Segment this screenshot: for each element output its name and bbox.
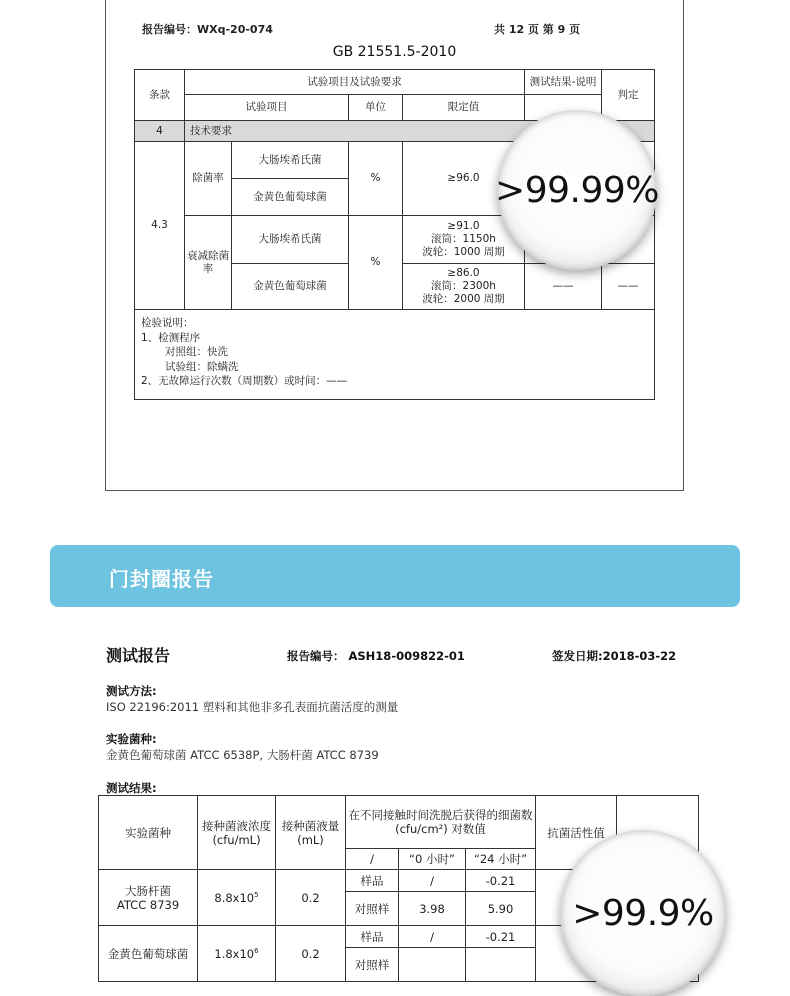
- result-dash: ——: [525, 264, 602, 310]
- magnifier-value-2: >99.9%: [572, 892, 714, 934]
- ecoli-label: 大肠埃希氏菌: [232, 142, 349, 179]
- limit-decay-2-pulsator: 波轮：2000 周期: [422, 293, 505, 305]
- standard-number: GB 21551.5-2010: [332, 44, 457, 60]
- header-item: 试验项目: [185, 95, 349, 121]
- page-info: 共 12 页 第 9 页: [494, 23, 581, 36]
- limit-decay-2: [403, 264, 525, 310]
- strains-text: 金黄色葡萄球菌 ATCC 6538P, 大肠杆菌 ATCC 8739: [106, 748, 379, 762]
- magnifier-value-1: >99.99%: [495, 169, 659, 211]
- method-label: 测试方法:: [106, 684, 157, 698]
- row2-sample-label: 样品: [346, 926, 399, 948]
- row2-control-0h: [399, 948, 466, 982]
- test-report-number: 报告编号： ASH18-009822-01: [287, 649, 465, 663]
- row1-control-24h: 5.90: [466, 892, 536, 926]
- header-unit: 单位: [349, 95, 403, 121]
- row1-strain-name: 大肠杆菌: [125, 883, 171, 898]
- row1-control-0h: 3.98: [399, 892, 466, 926]
- row1-strain-atcc: ATCC 8739: [116, 897, 180, 912]
- saureus-label-2: 金黄色葡萄球菌: [232, 264, 349, 310]
- section-banner-title: 门封圈报告: [109, 567, 214, 591]
- sub-header-24h: “24 小时”: [466, 849, 536, 870]
- magnifier-sterilization-result: [497, 110, 657, 270]
- row2-sample-0h: /: [399, 926, 466, 948]
- header-recovered: 在不同接触时间洗脱后获得的细菌数 (cfu/cm²) 对数值: [346, 796, 536, 849]
- header-clause: 条款: [135, 70, 185, 121]
- unit-percent: %: [349, 142, 403, 216]
- section-banner: [50, 545, 740, 607]
- row1-sample-0h: /: [399, 870, 466, 892]
- test-report-title: 测试报告: [106, 646, 171, 665]
- header-limit: 限定值: [403, 95, 525, 121]
- row1-conc-exp: 5: [254, 890, 259, 899]
- header-inoculum-conc-unit: (cfu/mL): [212, 832, 261, 847]
- inspection-notes: [135, 310, 655, 400]
- row2-vol: 0.2: [276, 926, 346, 982]
- limit-sterilization: ≥96.0: [403, 142, 525, 216]
- header-inoculum-conc-text: 接种菌液浓度: [202, 818, 271, 833]
- row1-conc: [198, 870, 276, 926]
- limit-decay-2-value: ≥86.0: [447, 267, 480, 279]
- header-inoculum-conc: [198, 796, 276, 870]
- notes-line-4: 2、无故障运行次数（周期数）或时间：——: [141, 375, 348, 387]
- clause-4: 4: [135, 121, 185, 142]
- sub-header-0h: “0 小时”: [399, 849, 466, 870]
- limit-decay-1-value: ≥91.0: [447, 220, 480, 232]
- notes-title: 检验说明：: [141, 317, 194, 329]
- verdict-dash: ——: [602, 264, 655, 310]
- header-strain: 实验菌种: [99, 796, 198, 870]
- row1-sample-label: 样品: [346, 870, 399, 892]
- limit-decay-1-drum: 滚筒：1150h: [431, 233, 496, 245]
- header-verdict: 判定: [602, 70, 655, 121]
- header-inoculum-vol: 接种菌液量(mL): [276, 796, 346, 870]
- method-text: ISO 22196:2011 塑料和其他非多孔表面抗菌活度的测量: [106, 700, 399, 714]
- decay-rate-label: 衰减除菌率: [185, 216, 232, 310]
- saureus-label: 金黄色葡萄球菌: [232, 179, 349, 216]
- ecoli-label-2: 大肠埃希氏菌: [232, 216, 349, 264]
- clause-4-3: 4.3: [135, 142, 185, 310]
- row2-control-label: 对照样: [346, 948, 399, 982]
- row1-conc-base: 8.8x10: [214, 890, 255, 905]
- magnifier-activity-result: [560, 830, 726, 996]
- row2-conc-exp: 6: [254, 946, 259, 955]
- sterilization-rate-label: 除菌率: [185, 142, 232, 216]
- notes-line-1: 1、检测程序: [141, 331, 201, 344]
- notes-line-3: 试验组：除螨洗: [165, 360, 239, 373]
- row2-conc: [198, 926, 276, 982]
- row2-sample-24h: -0.21: [466, 926, 536, 948]
- header-activity: 抗菌活性值: [536, 796, 617, 870]
- row1-vol: 0.2: [276, 870, 346, 926]
- limit-decay-2-drum: 滚筒：2300h: [431, 280, 496, 292]
- row2-conc-base: 1.8x10: [214, 946, 255, 961]
- row1-sample-24h: -0.21: [466, 870, 536, 892]
- report-number: 报告编号：WXq-20-074: [142, 23, 273, 36]
- row2-strain: 金黄色葡萄球菌: [99, 926, 198, 982]
- row2-control-24h: [466, 948, 536, 982]
- row1-strain: [99, 870, 198, 926]
- header-result: 测试结果-说明: [525, 70, 602, 95]
- limit-decay-1-pulsator: 波轮：1000 周期: [422, 246, 505, 258]
- sub-header-slash: /: [346, 849, 399, 870]
- strains-label: 实验菌种:: [106, 732, 157, 746]
- results-label: 测试结果:: [106, 781, 157, 795]
- issue-date: 签发日期:2018-03-22: [552, 649, 677, 663]
- unit-percent-2: %: [349, 216, 403, 310]
- notes-line-2: 对照组：快洗: [165, 346, 228, 358]
- row1-control-label: 对照样: [346, 892, 399, 926]
- header-items-group: 试验项目及试验要求: [185, 70, 525, 95]
- technical-requirements-label: 技术要求: [185, 121, 655, 142]
